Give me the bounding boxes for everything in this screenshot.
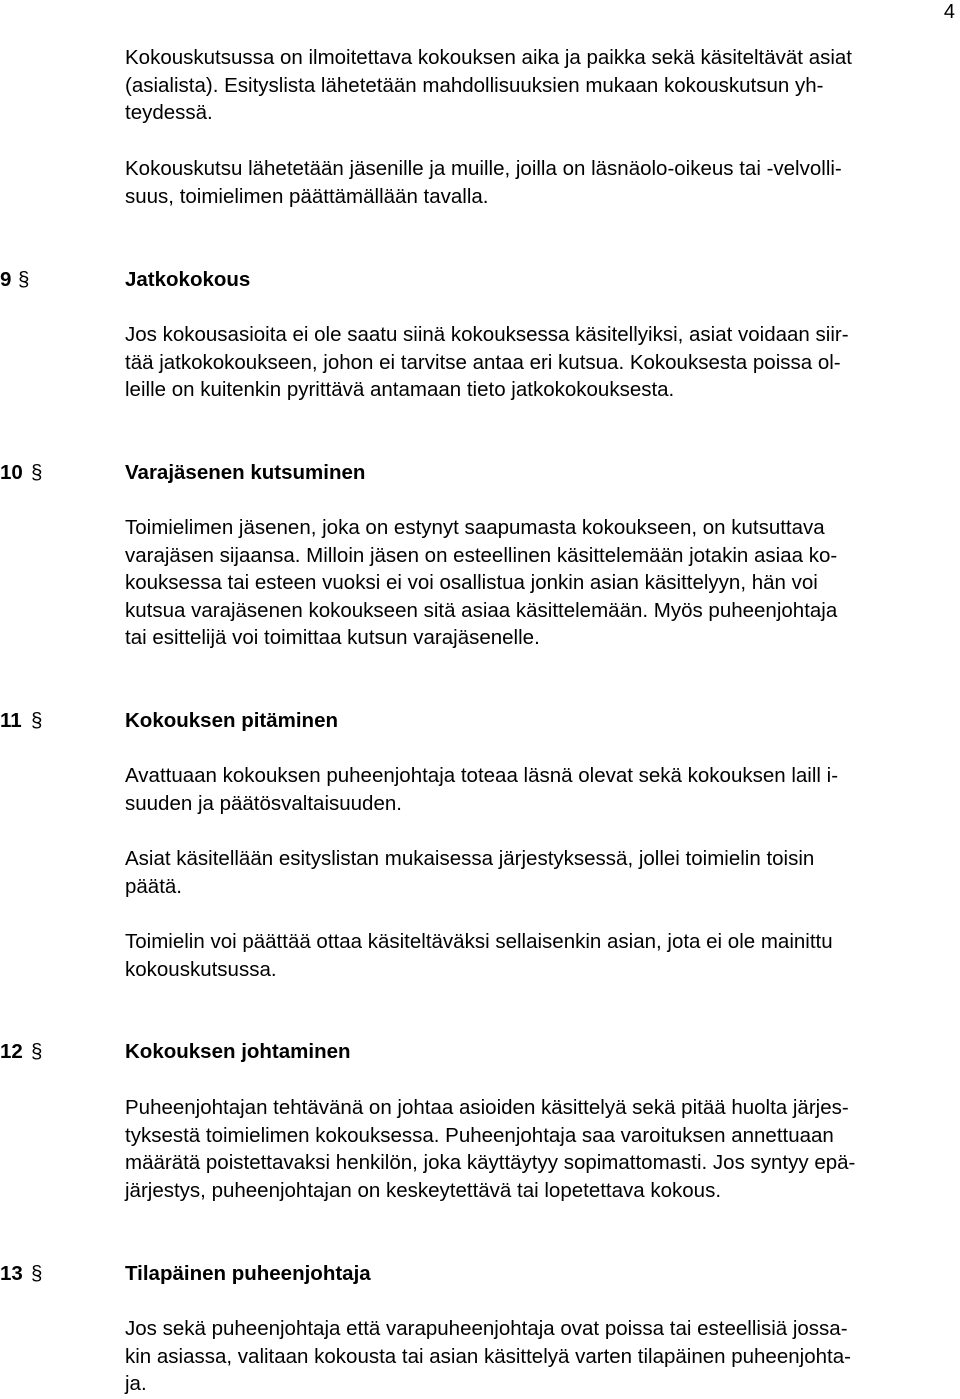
paragraph-text: Puheenjohtajan tehtävänä on johtaa asioiden käsittelyä sekä pitää huolta järjes- tyksestä toimielimen kokouksessa. Puheenjohtaja saa varoituksen annettuaan määrätä poistettavaksi henkilön, joka käyttäytyy sopimattomasti. Jos syntyy epä- järjestys, puheenjohtajan on keskeytettävä tai lopetettava kokous. [125,1096,856,1202]
section-title: Kokouksen johtaminen [125,1040,351,1063]
section-11-body-3 [125,928,945,983]
section-number: 13 [0,1262,23,1285]
section-13-body [125,1315,945,1398]
paragraph-text: Asiat käsitellään esityslistan mukaisessa järjestyksessä, jollei toimielin toisin päätä. [125,847,815,898]
paragraph-text: Jos kokousasioita ei ole saatu siinä kokouksessa käsitellyiksi, asiat voidaan siir- tää jatkokokoukseen, johon ei tarvitse antaa eri kutsua. Kokouksesta poissa ol- leille on kuitenkin pyrittävä antamaan tieto jatkokokouksesta. [125,323,849,402]
section-11-body-2 [125,845,945,900]
section-sign: § [31,1040,43,1063]
section-title: Tilapäinen puheenjohtaja [125,1262,371,1285]
section-heading-11 [0,707,940,735]
section-sign: § [31,709,43,732]
section-sign: § [31,1262,43,1285]
paragraph-text: Toimielimen jäsenen, joka on estynyt saapumasta kokoukseen, on kutsuttava varajäsen sijaansa. Milloin jäsen on esteellinen käsittelemään jotakin asiaa ko- kouksessa tai esteen vuoksi ei voi osallistua jonkin asian käsittelyyn, hän voi kutsua varajäsenen kokoukseen sitä asiaa käsittelemään. Myös puheenjohtaja tai esittelijä voi toimittaa kutsun varajäsenelle. [125,516,838,650]
section-heading-9 [0,266,940,294]
intro-paragraph-2 [125,155,945,210]
paragraph-text: Avattuaan kokouksen puheenjohtaja toteaa läsnä olevat sekä kokouksen laill i- suuden ja päätösvaltaisuuden. [125,764,839,815]
section-number: 12 [0,1040,23,1063]
section-number: 11 [0,709,22,732]
section-title: Kokouksen pitäminen [125,709,339,732]
section-11-body-1 [125,762,945,817]
intro-paragraph-1 [125,44,945,127]
section-title: Jatkokokous [125,268,251,291]
section-heading-12 [0,1038,940,1066]
section-heading-10 [0,459,940,487]
section-12-body [125,1094,945,1204]
section-number: 9 [0,268,12,291]
section-heading-13 [0,1260,940,1288]
section-10-body [125,514,945,652]
section-sign: § [18,268,30,291]
paragraph-text: Kokouskutsussa on ilmoitettava kokouksen aika ja paikka sekä käsiteltävät asiat (asialista). Esityslista lähetetään mahdollisuuksien mukaan kokouskutsun yh- teydessä. [125,46,852,125]
section-number: 10 [0,461,23,484]
section-title: Varajäsenen kutsuminen [125,461,366,484]
paragraph-text: Toimielin voi päättää ottaa käsiteltäväksi sellaisenkin asian, jota ei ole mainittu kokouskutsussa. [125,930,833,981]
section-9-body [125,321,945,404]
paragraph-text: Jos sekä puheenjohtaja että varapuheenjohtaja ovat poissa tai esteellisiä jossa- kin asiassa, valitaan kokousta tai asian käsittelyä varten tilapäinen puheenjohta- ja. [125,1317,851,1396]
section-sign: § [31,461,43,484]
paragraph-text: Kokouskutsu lähetetään jäsenille ja muille, joilla on läsnäolo-oikeus tai -velvolli- suus, toimielimen päättämällään tavalla. [125,157,842,208]
page-number: 4 [943,1,955,23]
